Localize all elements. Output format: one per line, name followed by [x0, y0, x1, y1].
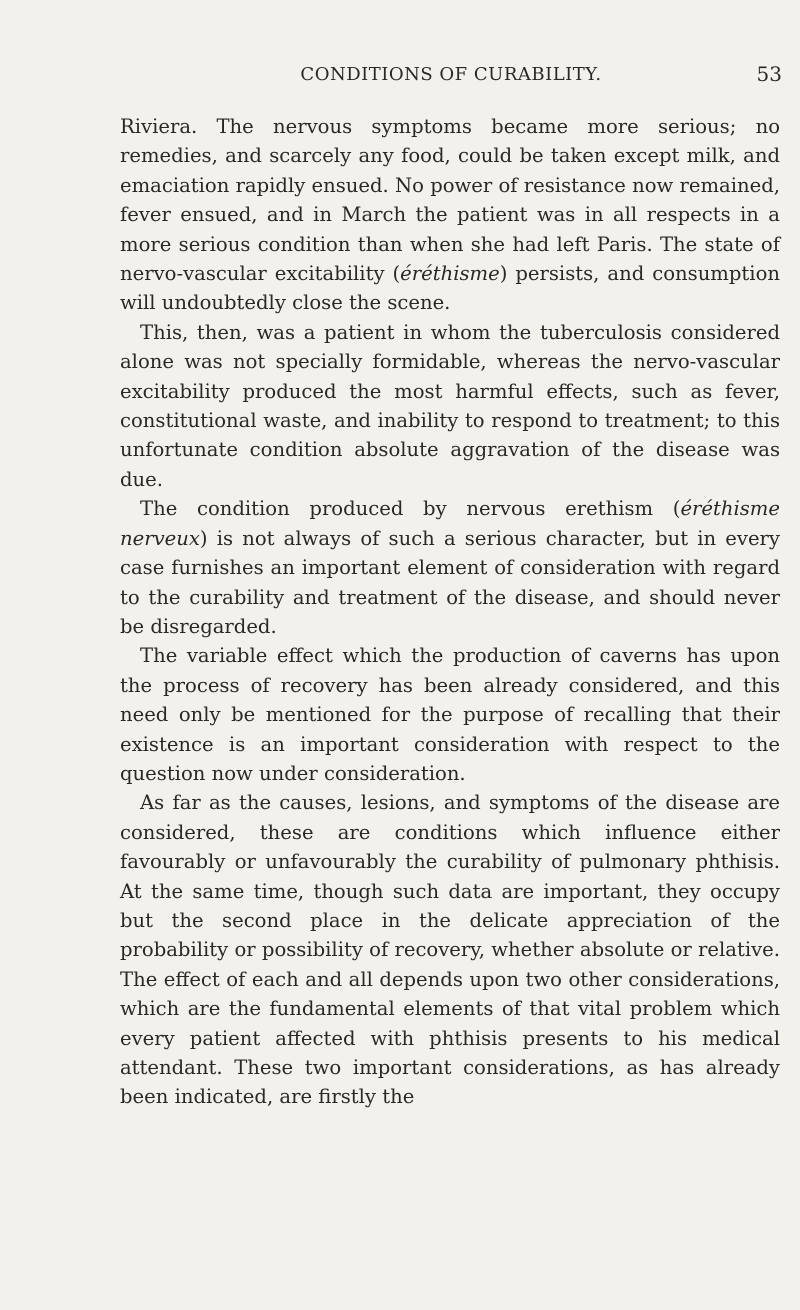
paragraph-3 — [120, 494, 780, 641]
italic-term: éréthisme — [400, 262, 500, 286]
text-segment: The variable effect which the production of caverns has upon the process of recovery has been already considered, and this need only be mentioned for the purpose of recalling that their existence is an important consideration with respect to the question now under consideration. — [120, 644, 780, 785]
paragraph-1 — [120, 112, 780, 318]
running-head: CONDITIONS OF CURABILITY. — [300, 64, 602, 85]
text-segment: The condition produced by nervous erethism ( — [140, 497, 681, 521]
text-segment: This, then, was a patient in whom the tuberculosis considered alone was not specially formidable, whereas the nervo-vascular excitability produced the most harmful effects, such as fever, constitutional waste, and inability to respond to treatment; to this unfortunate condition absolute aggravation of the disease was due. — [120, 320, 780, 491]
text-segment: Riviera. The nervous symptoms became more serious; no remedies, and scarcely any food, could be taken except milk, and emaciation rapidly ensued. No power of resistance now remained, fever ensued, and in March the patient was in all respects in a more serious condition than when she had left Paris. The state of nervo-vascular excitability ( — [120, 115, 780, 286]
body-text — [120, 112, 780, 1112]
text-segment: ) is not always of such a serious character, but in every case furnishes an important element of consideration with regard to the curability and treatment of the disease, and should never be disregarded. — [120, 526, 780, 638]
paragraph-5 — [120, 788, 780, 1111]
page-header — [120, 64, 782, 88]
text-segment: As far as the causes, lesions, and symptoms of the disease are considered, these are conditions which influence either favourably or unfavourably the curability of pulmonary phthisis. At the same time, though such data are important, they occupy but the second place in the delicate appreciation of the probability or possibility of recovery, whether absolute or relative. The effect of each and all depends upon two other considerations, which are the fundamental elements of that vital problem which every patient affected with phthisis presents to his medical attendant. These two important considerations, as has already been indicated, are firstly the — [120, 791, 780, 1109]
paragraph-2 — [120, 318, 780, 494]
page-number: 53 — [756, 62, 782, 86]
italic-term: éréthisme nerveux — [120, 497, 780, 550]
paragraph-4 — [120, 641, 780, 788]
text-segment: ) persists, and consumption will undoubtedly close the scene. — [120, 262, 780, 315]
